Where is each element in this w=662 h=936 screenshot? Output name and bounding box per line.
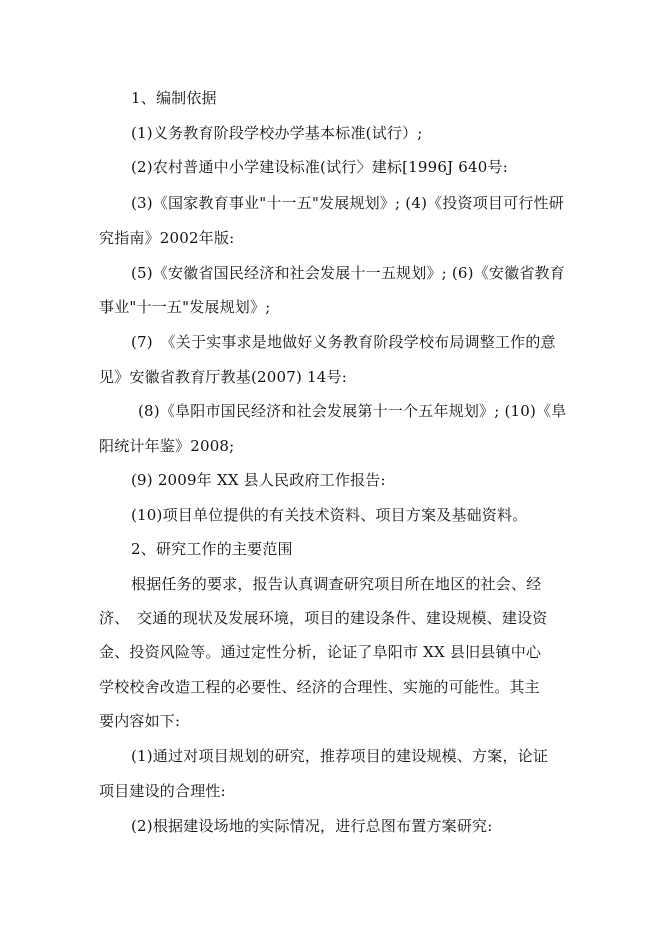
- basis-item-3-4: (3)《国家教育事业"十一五"发展规划》; (4)《投资项目可行性研: [131, 194, 564, 212]
- basis-item-2: (2)农村普通中小学建设标准(试行〉建标[1996J 640号:: [131, 158, 508, 176]
- scope-paragraph-line-2: 济、 交通的现状及发展环境，项目的建设条件、建设规模、建设资: [99, 609, 548, 627]
- scope-item-1: (1)通过对项目规划的研究，推荐项目的建设规模、方案，论证: [131, 747, 549, 765]
- basis-item-5-6: (5)《安徽省国民经济和社会发展十一五规划》; (6)《安徽省教育: [131, 264, 565, 282]
- scope-paragraph-line-1: 根据任务的要求，报告认真调查研究项目所在地区的社会、经: [131, 575, 542, 593]
- scope-item-2: (2)根据建设场地的实际情况，进行总图布置方案研究:: [131, 817, 493, 835]
- scope-paragraph-line-5: 要内容如下:: [99, 712, 181, 730]
- basis-item-7: (7) 《关于实事求是地做好义务教育阶段学校布局调整工作的意: [131, 333, 556, 351]
- scope-paragraph-line-3: 金、投资风险等。通过定性分析，论证了阜阳市 XX 县旧县镇中心: [99, 643, 542, 661]
- basis-item-8-10-cont: 阳统计年鉴》2008;: [99, 437, 235, 455]
- basis-item-5-6-cont: 事业"十一五"发展规划》;: [99, 298, 271, 316]
- basis-item-10: (10)项目单位提供的有关技术资料、项目方案及基础资料。: [131, 506, 528, 524]
- basis-item-1: (1)义务教育阶段学校办学基本标准(试行）;: [131, 124, 423, 142]
- section-heading-basis: 1、编制依据: [131, 89, 217, 107]
- section-heading-scope: 2、研究工作的主要范围: [131, 540, 293, 558]
- scope-item-1-cont: 项目建设的合理性:: [99, 782, 226, 800]
- scope-paragraph-line-4: 学校校舍改造工程的必要性、经济的合理性、实施的可能性。其主: [99, 678, 540, 696]
- basis-item-3-4-cont: 究指南》2002年版:: [99, 229, 235, 247]
- basis-item-7-cont: 见》安徽省教育厅教基(2007) 14号:: [99, 368, 347, 386]
- basis-item-8-10: (8)《阜阳市国民经济和社会发展第十一个五年规划》; (10)《阜: [138, 402, 567, 420]
- basis-item-9: (9) 2009年 XX 县人民政府工作报告:: [131, 471, 386, 489]
